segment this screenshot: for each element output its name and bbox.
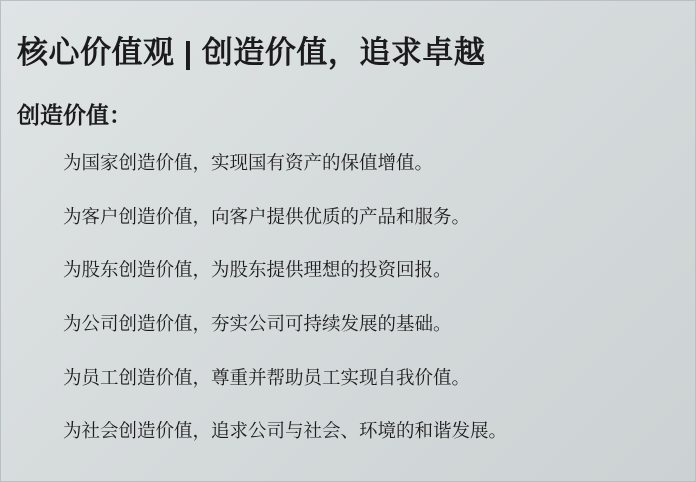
page-title: 核心价值观 | 创造价值，追求卓越 <box>17 35 486 70</box>
list-item: 为员工创造价值，尊重并帮助员工实现自我价值。 <box>63 366 471 388</box>
list-item: 为社会创造价值，追求公司与社会、环境的和谐发展。 <box>63 420 508 442</box>
bullet-list <box>63 151 679 442</box>
list-item: 为客户创造价值，向客户提供优质的产品和服务。 <box>63 205 471 227</box>
list-item: 为公司创造价值，夯实公司可持续发展的基础。 <box>63 312 452 334</box>
list-item: 为国家创造价值，实现国有资产的保值增值。 <box>63 152 434 173</box>
list-item: 为股东创造价值，为股东提供理想的投资回报。 <box>63 259 452 281</box>
section-heading: 创造价值： <box>17 102 132 128</box>
